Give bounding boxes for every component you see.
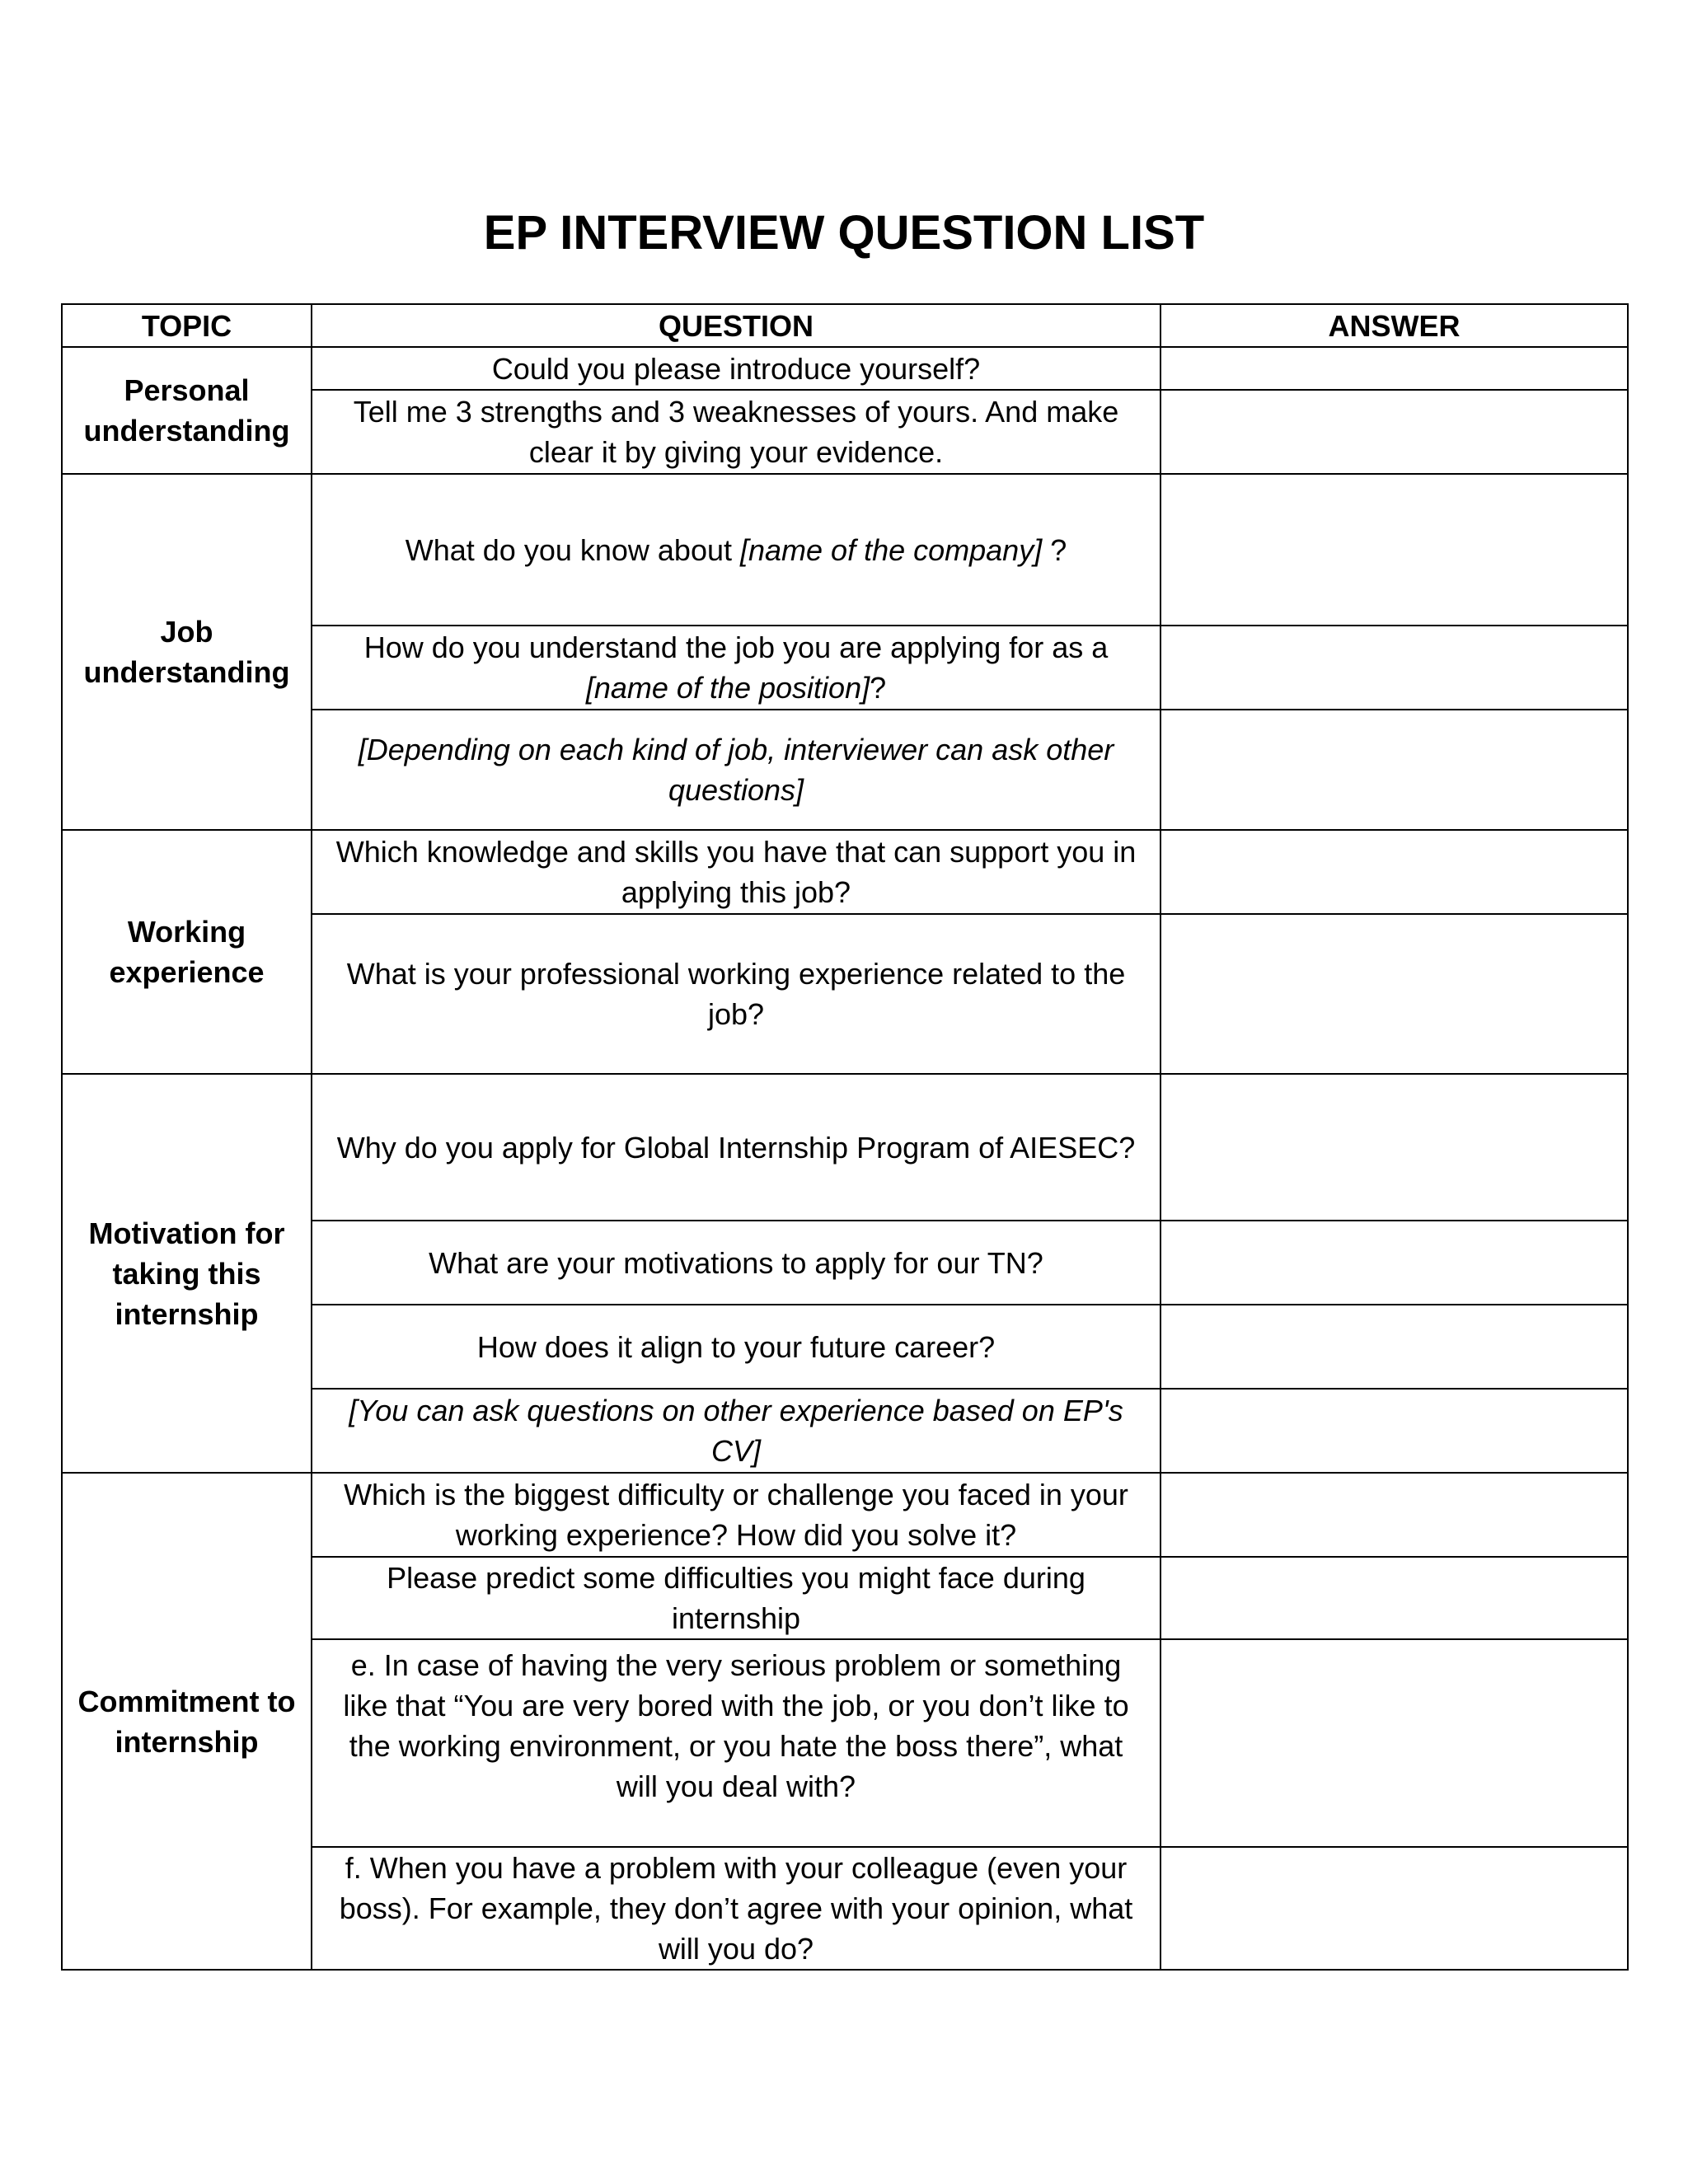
question-cell: Please predict some difficulties you might face during internship (312, 1557, 1160, 1639)
answer-cell[interactable] (1160, 830, 1628, 914)
question-text: ? (870, 671, 887, 705)
answer-cell[interactable] (1160, 390, 1628, 474)
question-text: What do you know about (405, 532, 740, 567)
topic-motivation: Motivation for taking this internship (62, 1074, 312, 1473)
answer-cell[interactable] (1160, 1847, 1628, 1970)
question-text: ? (1042, 532, 1067, 567)
question-cell: Which knowledge and skills you have that can support you in applying this job? (312, 830, 1160, 914)
answer-cell[interactable] (1160, 1305, 1628, 1389)
table-row (62, 1074, 1628, 1221)
question-cell: How does it align to your future career? (312, 1305, 1160, 1389)
topic-job-understanding: Job understanding (62, 474, 312, 830)
header-row (62, 304, 1628, 347)
answer-cell[interactable] (1160, 474, 1628, 626)
topic-working-experience: Working experience (62, 830, 312, 1074)
answer-cell[interactable] (1160, 914, 1628, 1074)
answer-cell[interactable] (1160, 347, 1628, 390)
answer-cell[interactable] (1160, 1074, 1628, 1221)
answer-header: ANSWER (1160, 304, 1628, 347)
answer-cell[interactable] (1160, 626, 1628, 710)
table-row (62, 474, 1628, 626)
question-header: QUESTION (312, 304, 1160, 347)
company-placeholder: [name of the company] (740, 532, 1043, 567)
question-cell: What are your motivations to apply for our TN? (312, 1221, 1160, 1305)
position-placeholder: [name of the position] (585, 671, 870, 705)
table-row (62, 347, 1628, 390)
answer-cell[interactable] (1160, 1221, 1628, 1305)
table-row (62, 830, 1628, 914)
question-cell: Could you please introduce yourself? (312, 347, 1160, 390)
question-cell: [You can ask questions on other experience based on EP's CV] (312, 1389, 1160, 1473)
question-cell: e. In case of having the very serious problem or something like that “You are very bored with the job, or you don’t like to the working environment, or you hate the boss there”, what will you deal with? (312, 1639, 1160, 1847)
topic-personal-understanding: Personal understanding (62, 347, 312, 474)
question-cell: [Depending on each kind of job, interviewer can ask other questions] (312, 710, 1160, 830)
question-cell: Why do you apply for Global Internship Program of AIESEC? (312, 1074, 1160, 1221)
question-cell: Which is the biggest difficulty or challenge you faced in your working experience? How did you solve it? (312, 1473, 1160, 1557)
question-cell: What is your professional working experience related to the job? (312, 914, 1160, 1074)
question-cell: f. When you have a problem with your colleague (even your boss). For example, they don’t agree with your opinion, what will you do? (312, 1847, 1160, 1970)
question-cell (312, 474, 1160, 626)
topic-header: TOPIC (62, 304, 312, 347)
answer-cell[interactable] (1160, 1473, 1628, 1557)
question-cell: Tell me 3 strengths and 3 weaknesses of yours. And make clear it by giving your evidence. (312, 390, 1160, 474)
question-table (61, 303, 1629, 1971)
page-title: EP INTERVIEW QUESTION LIST (483, 206, 1205, 260)
question-text: How do you understand the job you are applying for as a (363, 630, 1109, 664)
answer-cell[interactable] (1160, 1639, 1628, 1847)
answer-cell[interactable] (1160, 1557, 1628, 1639)
table-row (62, 1473, 1628, 1557)
answer-cell[interactable] (1160, 1389, 1628, 1473)
topic-commitment: Commitment to internship (62, 1473, 312, 1970)
answer-cell[interactable] (1160, 710, 1628, 830)
question-cell (312, 626, 1160, 710)
